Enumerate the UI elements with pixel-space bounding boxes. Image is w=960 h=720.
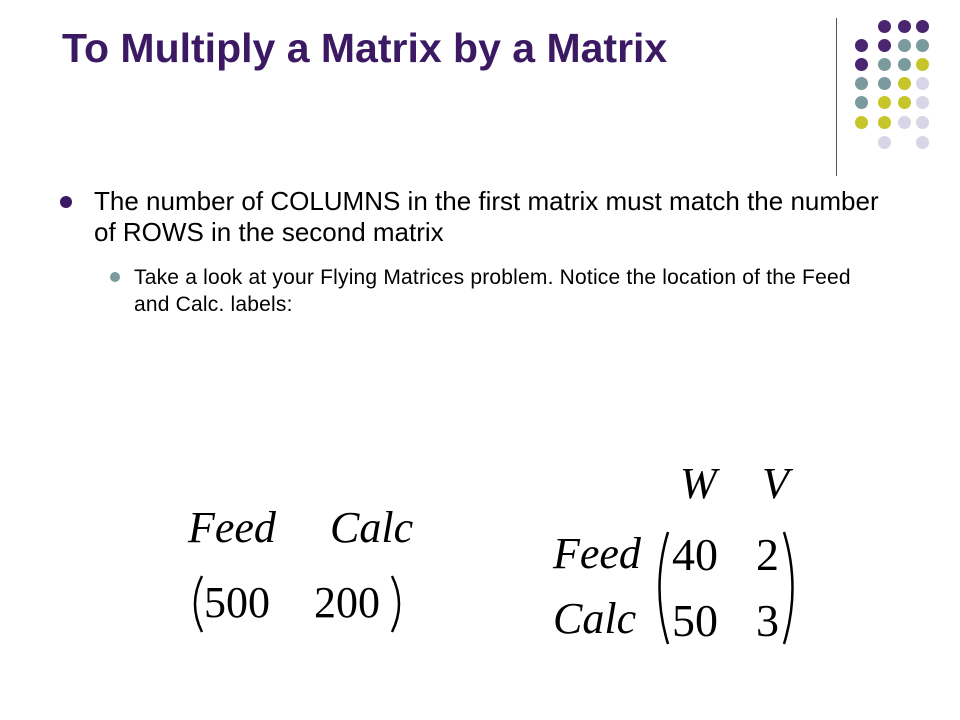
decorative-dot	[878, 20, 891, 33]
matrix-b-cell: 3	[756, 595, 779, 646]
decorative-dot	[878, 77, 891, 90]
decorative-dot	[878, 136, 891, 149]
decorative-dot	[916, 58, 929, 71]
decorative-dot	[916, 96, 929, 109]
decorative-dot	[878, 39, 891, 52]
decorative-dot-grid	[0, 0, 960, 180]
matrix-b-row-label: Feed	[553, 529, 641, 578]
decorative-dot	[878, 58, 891, 71]
bullet-item	[60, 186, 880, 248]
decorative-dot	[898, 96, 911, 109]
sub-bullet-dot-icon	[110, 272, 120, 282]
decorative-dot	[898, 58, 911, 71]
matrix-b-col-label: V	[762, 459, 789, 508]
bullet-text: The number of COLUMNS in the first matrix must match the number of ROWS in the second matrix	[94, 186, 879, 247]
decorative-dot	[898, 20, 911, 33]
matrix-b-row-label: Calc	[553, 594, 637, 643]
decorative-dot	[916, 116, 929, 129]
bullet-list	[60, 186, 880, 318]
decorative-dot	[898, 39, 911, 52]
matrix-b-cell: 50	[672, 595, 718, 646]
matrix-a-value: 200	[314, 578, 380, 627]
sub-bullet-text: Take a look at your Flying Matrices problem. Notice the location of the Feed and Calc. labels:	[134, 266, 851, 316]
matrix-a-col-label: Feed	[188, 503, 276, 552]
matrix-b-col-label: W	[680, 459, 717, 508]
right-paren-icon	[782, 530, 804, 646]
decorative-dot	[916, 77, 929, 90]
right-paren-icon	[388, 574, 408, 634]
decorative-dot	[878, 116, 891, 129]
matrix-b-cell: 40	[672, 529, 718, 580]
divider-line	[836, 18, 837, 176]
decorative-dot	[855, 39, 868, 52]
decorative-dot	[855, 58, 868, 71]
matrix-a-col-label: Calc	[330, 503, 414, 552]
decorative-dot	[898, 77, 911, 90]
decorative-dot	[878, 96, 891, 109]
matrix-a-value: 500	[204, 578, 270, 627]
bullet-dot-icon	[60, 196, 72, 208]
matrix-b-cell: 2	[756, 529, 779, 580]
decorative-dot	[916, 39, 929, 52]
sub-bullet-item	[110, 264, 880, 318]
left-paren-icon	[648, 530, 670, 646]
decorative-dot	[855, 77, 868, 90]
decorative-dot	[855, 116, 868, 129]
decorative-dot	[898, 116, 911, 129]
decorative-dot	[916, 20, 929, 33]
decorative-dot	[855, 96, 868, 109]
slide-title: To Multiply a Matrix by a Matrix	[62, 25, 668, 71]
decorative-dot	[916, 136, 929, 149]
left-paren-icon	[186, 574, 206, 634]
